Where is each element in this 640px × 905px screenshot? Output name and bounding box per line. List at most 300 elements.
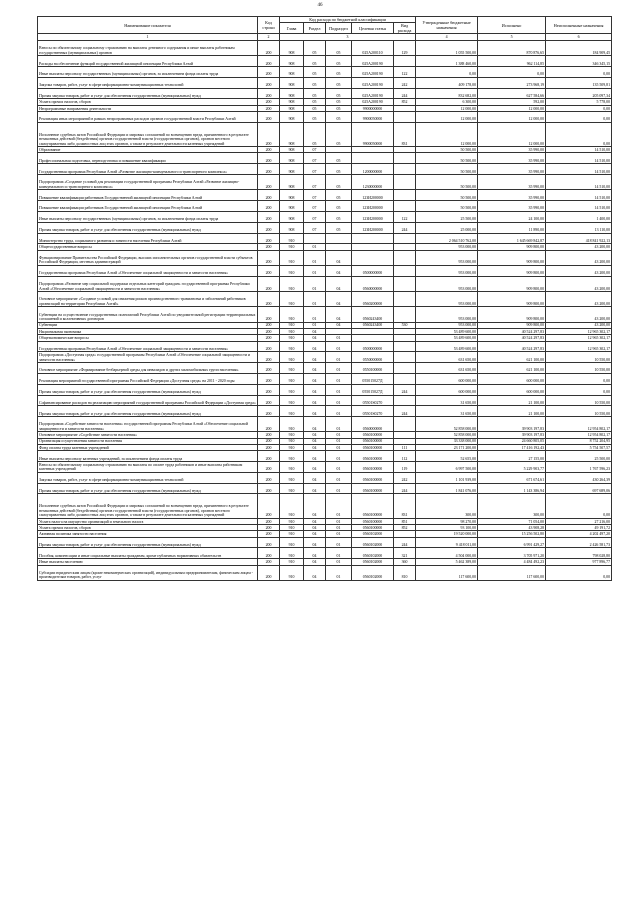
row-glava: 910 [280,472,304,483]
row-unexecuted: 10 550,00 [546,406,612,417]
row-unexecuted: 14 510,00 [546,147,612,153]
row-approved: 25 500,00 [416,211,478,222]
row-csr: 9900050000 [352,112,394,123]
row-line-code: 200 [258,432,280,438]
row-executed: 962 114,85 [478,56,546,67]
row-line-code: 200 [258,105,280,111]
row-glava: 910 [280,462,304,473]
row-approved: 33 338 000,00 [416,438,478,444]
row-executed: 909 800,00 [478,322,546,328]
row-csr: 0560100000 [352,451,394,462]
row-podrazdel: 01 [326,537,352,548]
row-csr: 0560102000 [352,565,394,580]
row-glava: 910 [280,432,304,438]
row-podrazdel: 05 [326,88,352,99]
row-glava: 910 [280,531,304,537]
row-podrazdel: 04 [326,250,352,265]
row-razdel: 04 [304,341,326,352]
row-podrazdel [326,233,352,244]
row-line-code: 200 [258,335,280,341]
row-name: Закупка товаров, работ, услуг в сфере информационно-коммуникационных технологий [38,77,258,88]
row-vr [394,363,416,374]
row-line-code: 200 [258,222,280,233]
row-razdel: 01 [304,265,326,276]
table-row [38,537,612,548]
header-glava: Глава [280,23,304,34]
table-row [38,112,612,123]
row-razdel: 04 [304,548,326,559]
row-name: Взносы по обязательному социальному страхованию на выплаты денежного содержания и иные выплаты работникам государственных (муниципальных) органов [38,41,258,56]
row-approved: 117 600,00 [416,565,478,580]
row-glava: 910 [280,328,304,334]
row-glava: 910 [280,406,304,417]
row-razdel: 04 [304,472,326,483]
row-name: Иные выплаты персоналу государственных (муниципальных) органов, за исключением фонда оплаты труда [38,211,258,222]
row-vr: 242 [394,472,416,483]
row-executed: 671 674,61 [478,472,546,483]
row-glava: 910 [280,565,304,580]
row-razdel: 05 [304,56,326,67]
row-executed: 5 229 903,77 [478,462,546,473]
row-glava: 910 [280,483,304,494]
row-executed: 35 990,00 [478,164,546,175]
row-name: Субсидии юридическим лицам (кроме некоммерческих организаций), индивидуальным предпринимателям, физическим лицам - производителям товаров, работ, услуг [38,565,258,580]
row-unexecuted: 10 550,00 [546,352,612,363]
colnum: 6 [546,34,612,41]
row-razdel: 04 [304,537,326,548]
row-csr: 0560102000 [352,559,394,565]
row-podrazdel: 05 [326,41,352,56]
row-executed: 39 903 197,83 [478,417,546,432]
row-executed: 627 584,66 [478,88,546,99]
row-unexecuted: 14 510,00 [546,201,612,212]
row-vr: 244 [394,406,416,417]
row-name: Исполнение судебных актов Российской Федерации и мировых соглашений по возмещению вреда, причиненного в результате незаконных действий (бездействия) органов государственной власти (государственных органов), органов местного самоуправления либо должностных лиц этих органов, а также в результате деятельности казенных учреждений [38,122,258,146]
row-podrazdel: 01 [326,531,352,537]
row-razdel: 04 [304,438,326,444]
row-glava: 910 [280,548,304,559]
row-unexecuted: 2 426 581,73 [546,537,612,548]
row-executed: 11 890,00 [478,222,546,233]
row-csr: 0560200000 [352,292,394,307]
row-approved: 23 171 200,00 [416,444,478,450]
row-glava: 910 [280,307,304,322]
row-unexecuted: 14 510,00 [546,164,612,175]
row-line-code: 200 [258,175,280,190]
row-podrazdel: 01 [326,335,352,341]
row-unexecuted: 0,00 [546,122,612,146]
table-row [38,363,612,374]
row-unexecuted: 798 028,80 [546,548,612,559]
row-vr [394,233,416,244]
row-podrazdel: 01 [326,438,352,444]
row-glava: 908 [280,56,304,67]
row-podrazdel: 04 [326,322,352,328]
row-vr: 244 [394,537,416,548]
row-approved: 52 858 000,00 [416,432,478,438]
row-csr: 025A200190 [352,99,394,105]
row-approved: 12 000,00 [416,105,478,111]
row-podrazdel: 01 [326,444,352,450]
row-glava: 908 [280,164,304,175]
row-glava: 910 [280,352,304,363]
row-approved: 631 650,00 [416,352,478,363]
row-unexecuted: 135 509,81 [546,77,612,88]
row-line-code: 200 [258,537,280,548]
row-vr: 119 [394,462,416,473]
row-csr: 0560102000 [352,531,394,537]
row-unexecuted: 12 965 302,17 [546,335,612,341]
row-glava: 908 [280,105,304,111]
row-csr: 0560100000 [352,525,394,531]
row-razdel: 04 [304,384,326,395]
row-name: Прочая закупка товаров, работ и услуг для обеспечения государственных (муниципальных) нужд [38,537,258,548]
table-row [38,451,612,462]
row-line-code: 200 [258,352,280,363]
row-approved: 953 000,00 [416,276,478,291]
row-executed: 35 990,00 [478,147,546,153]
row-glava: 908 [280,99,304,105]
table-row [38,462,612,473]
header-approved: Утвержденные бюджетные назначения [416,17,478,34]
row-approved: 53 489 600,00 [416,341,478,352]
row-approved: 832 682,00 [416,88,478,99]
row-name: Подпрограмма «Развитие мер социальной поддержки отдельных категорий граждан» государственной программы Республики Алтай «Обеспечение социальной защищенности и занятости населения» [38,276,258,291]
row-csr: 05501S0270 [352,395,394,406]
row-approved: 6 997 500,00 [416,462,478,473]
row-razdel: 07 [304,153,326,164]
row-executed: 592,00 [478,99,546,105]
row-line-code: 200 [258,292,280,307]
header-vr: Вид расхода [394,23,416,34]
table-row [38,201,612,212]
row-razdel [304,233,326,244]
row-approved: 953 000,00 [416,292,478,307]
row-line-code: 200 [258,164,280,175]
table-row [38,352,612,363]
row-line-code: 200 [258,147,280,153]
row-vr [394,292,416,307]
header-razdel: Раздел [304,23,326,34]
table-row [38,211,612,222]
row-podrazdel: 05 [326,77,352,88]
row-unexecuted: 43 200,00 [546,292,612,307]
row-unexecuted: 977 896,77 [546,559,612,565]
row-unexecuted: 14 510,00 [546,153,612,164]
table-row [38,307,612,322]
row-line-code: 200 [258,56,280,67]
row-approved: 953 000,00 [416,250,478,265]
row-glava: 908 [280,190,304,201]
row-line-code: 200 [258,462,280,473]
row-csr: 0500000000 [352,341,394,352]
row-line-code: 200 [258,384,280,395]
row-razdel: 04 [304,531,326,537]
row-razdel: 01 [304,307,326,322]
row-vr: 530 [394,322,416,328]
row-name: Основное мероприятие «Создание условий для снижения рисков производственного травматизма и заболеваний работников организаций на территории Республики Алтай» [38,292,258,307]
row-executed: 0,00 [478,67,546,78]
row-podrazdel: 05 [326,56,352,67]
row-csr: 0560100000 [352,438,394,444]
row-executed: 21 100,00 [478,395,546,406]
row-podrazdel: 05 [326,222,352,233]
row-podrazdel: 01 [326,494,352,518]
row-line-code: 200 [258,201,280,212]
row-glava: 908 [280,122,304,146]
row-podrazdel: 04 [326,265,352,276]
row-razdel: 04 [304,395,326,406]
row-glava: 910 [280,494,304,518]
row-approved: 600 000,00 [416,373,478,384]
row-approved: 953 000,00 [416,307,478,322]
row-vr: 122 [394,67,416,78]
row-glava: 908 [280,41,304,56]
row-csr: 0560100000 [352,462,394,473]
row-podrazdel: 05 [326,99,352,105]
row-name: Основное мероприятие «Формирование безбарьерной среды для инвалидов и других маломобильных групп населения» [38,363,258,374]
row-vr: 244 [394,384,416,395]
row-unexecuted: 0,00 [546,384,612,395]
row-vr: 244 [394,88,416,99]
row-name: Исполнение судебных актов Российской Федерации и мировых соглашений по возмещению вреда, причиненного в результате незаконных действий (бездействия) органов государственной власти (государственных органов), органов местного самоуправления либо должностных лиц этих органов, а также в результате деятельности казенных учреждений [38,494,258,518]
row-vr: 831 [394,122,416,146]
row-unexecuted: 5 778,00 [546,99,612,105]
table-row [38,222,612,233]
row-podrazdel: 05 [326,211,352,222]
row-executed: 71 054,00 [478,518,546,524]
colnum: 4 [416,34,478,41]
row-line-code: 200 [258,518,280,524]
row-csr: 0560100000 [352,494,394,518]
row-unexecuted: 10 550,00 [546,395,612,406]
row-line-code: 200 [258,565,280,580]
row-razdel: 04 [304,432,326,438]
row-glava: 910 [280,451,304,462]
row-podrazdel: 01 [326,451,352,462]
row-unexecuted: 43 200,00 [546,322,612,328]
row-podrazdel: 01 [326,341,352,352]
row-vr [394,153,416,164]
table-row [38,406,612,417]
row-executed: 21 100,00 [478,406,546,417]
row-line-code: 200 [258,276,280,291]
row-csr: 0500000000 [352,265,394,276]
row-vr: 321 [394,548,416,559]
row-razdel: 01 [304,292,326,307]
row-razdel: 04 [304,565,326,580]
row-executed: 600 000,00 [478,373,546,384]
row-podrazdel: 05 [326,164,352,175]
row-unexecuted: 12 954 802,17 [546,432,612,438]
row-vr: 360 [394,559,416,565]
row-unexecuted: 5 754 507,57 [546,444,612,450]
row-executed: 35 990,00 [478,175,546,190]
row-unexecuted: 14 510,00 [546,190,612,201]
table-row [38,483,612,494]
row-approved: 31 650,00 [416,406,478,417]
row-name: Реализация иных мероприятий в рамках непрограммных расходов органов государственной власти Республики Алтай [38,112,258,123]
row-razdel: 05 [304,41,326,56]
row-unexecuted: 697 689,06 [546,483,612,494]
row-line-code: 200 [258,548,280,559]
row-podrazdel: 01 [326,525,352,531]
row-name: Общегосударственные вопросы [38,244,258,250]
row-glava: 910 [280,444,304,450]
row-line-code: 200 [258,67,280,78]
colnum: 2 [258,34,280,41]
row-vr: 111 [394,444,416,450]
row-name: Образование [38,147,258,153]
row-csr: 123И200000 [352,222,394,233]
row-csr: 123И200000 [352,190,394,201]
row-unexecuted: 346 345,15 [546,56,612,67]
table-row [38,67,612,78]
row-podrazdel: 05 [326,175,352,190]
row-approved: 50 500,00 [416,175,478,190]
row-vr [394,307,416,322]
row-name: Прочая закупка товаров, работ и услуг для обеспечения государственных (муниципальных) нужд [38,406,258,417]
row-line-code: 200 [258,494,280,518]
row-razdel: 04 [304,451,326,462]
row-glava: 910 [280,525,304,531]
row-executed: 24 660 805,05 [478,438,546,444]
row-unexecuted: 0,00 [546,373,612,384]
row-glava: 908 [280,175,304,190]
table-row [38,175,612,190]
row-razdel: 07 [304,147,326,153]
table-row [38,164,612,175]
row-unexecuted: 1 767 596,23 [546,462,612,473]
row-executed: 12 000,00 [478,105,546,111]
header-podrazdel: Подраздел [326,23,352,34]
row-approved: 53 489 600,00 [416,335,478,341]
row-name: Реализация мероприятий государственной программы Российской Федерации «Доступная среда» на 2011 - 2020 годы [38,373,258,384]
row-approved: 50 500,00 [416,147,478,153]
row-executed: 909 800,00 [478,265,546,276]
budget-execution-table [37,16,612,581]
row-csr: 0560243400 [352,322,394,328]
row-razdel: 04 [304,518,326,524]
row-executed: 4 484 492,23 [478,559,546,565]
row-podrazdel: 01 [326,395,352,406]
table-row [38,190,612,201]
header-line-code: Код строки [258,17,280,34]
row-line-code: 200 [258,417,280,432]
header-classification: Код расхода по бюджетной классификации [280,17,416,23]
row-razdel: 07 [304,164,326,175]
row-unexecuted: 13 110,00 [546,222,612,233]
row-name: Основное мероприятие «Содействие занятости населения» [38,432,258,438]
row-podrazdel: 01 [326,565,352,580]
row-line-code: 200 [258,483,280,494]
row-name: Иные выплаты персоналу казенных учреждений, за исключением фонда оплаты труда [38,451,258,462]
row-executed: 39 903 197,83 [478,432,546,438]
row-unexecuted: 49 191,72 [546,525,612,531]
row-vr: 852 [394,525,416,531]
row-podrazdel: 05 [326,67,352,78]
row-approved: 953 000,00 [416,265,478,276]
row-csr: 0560100000 [352,444,394,450]
table-row [38,265,612,276]
row-vr: 244 [394,222,416,233]
row-glava: 910 [280,559,304,565]
row-name: Прочая закупка товаров, работ и услуг для обеспечения государственных (муниципальных) нужд [38,384,258,395]
row-line-code: 200 [258,406,280,417]
row-line-code: 200 [258,472,280,483]
row-glava: 908 [280,222,304,233]
row-approved: 953 000,00 [416,244,478,250]
row-name: Министерство труда, социального развития и занятости населения Республики Алтай [38,233,258,244]
page-number: 46 [317,3,323,8]
row-executed: 43 908,28 [478,525,546,531]
row-name: Уплата прочих налогов, сборов [38,525,258,531]
row-csr: 0560000000 [352,276,394,291]
row-line-code: 200 [258,363,280,374]
row-glava: 910 [280,341,304,352]
row-razdel: 04 [304,352,326,363]
row-unexecuted: 14 510,00 [546,175,612,190]
row-name: Государственная программа Республики Алтай «Развитие жилищно-коммунального и транспортного комплекса» [38,164,258,175]
row-podrazdel: 01 [326,559,352,565]
row-podrazdel: 01 [326,352,352,363]
row-unexecuted: 0,00 [546,67,612,78]
row-glava: 910 [280,233,304,244]
row-razdel: 04 [304,406,326,417]
row-name: Иные выплаты персоналу государственных (муниципальных) органов, за исключением фонда оплаты труда [38,67,258,78]
row-csr: 123И200000 [352,211,394,222]
row-line-code: 200 [258,112,280,123]
row-vr [394,276,416,291]
row-approved: 1 388 460,00 [416,56,478,67]
row-glava: 910 [280,395,304,406]
row-razdel: 01 [304,322,326,328]
row-approved: 2 064 510 762,00 [416,233,478,244]
row-glava: 910 [280,518,304,524]
row-csr: 0560100000 [352,483,394,494]
row-razdel: 05 [304,112,326,123]
row-executed: 600 000,00 [478,384,546,395]
row-vr [394,164,416,175]
row-approved: 31 650,00 [416,395,478,406]
row-unexecuted: 43 200,00 [546,307,612,322]
row-unexecuted: 12 965 302,17 [546,328,612,334]
row-line-code: 200 [258,451,280,462]
row-unexecuted: 4 202 497,20 [546,531,612,537]
row-razdel: 04 [304,328,326,334]
row-podrazdel: 05 [326,122,352,146]
row-line-code: 200 [258,373,280,384]
row-name: Взносы по обязательному социальному страхованию на выплаты по оплате труда работников и иные выплаты работникам казенных учреждений [38,462,258,473]
row-executed: 17 416 192,43 [478,444,546,450]
row-executed: 15 256 502,80 [478,531,546,537]
row-glava: 908 [280,88,304,99]
row-podrazdel: 05 [326,105,352,111]
row-name: Повышение квалификации работников Государственной жилищной инспекции Республики Алтай [38,201,258,212]
row-name: Подпрограмма «Создание условий для реализации государственной программы Республики Алтай «Развитие жилищно-коммунального и транспортного комплекса» [38,175,258,190]
row-csr: 0560100000 [352,472,394,483]
row-executed: 3 705 971,20 [478,548,546,559]
row-csr: 9900050000 [352,122,394,146]
row-line-code: 200 [258,438,280,444]
row-approved: 50 500,00 [416,201,478,212]
row-podrazdel: 04 [326,276,352,291]
row-razdel: 05 [304,99,326,105]
row-csr: 025A200190 [352,88,394,99]
colnum: 1 [38,34,258,41]
row-executed: 621 100,00 [478,352,546,363]
row-csr: 025A200190 [352,56,394,67]
